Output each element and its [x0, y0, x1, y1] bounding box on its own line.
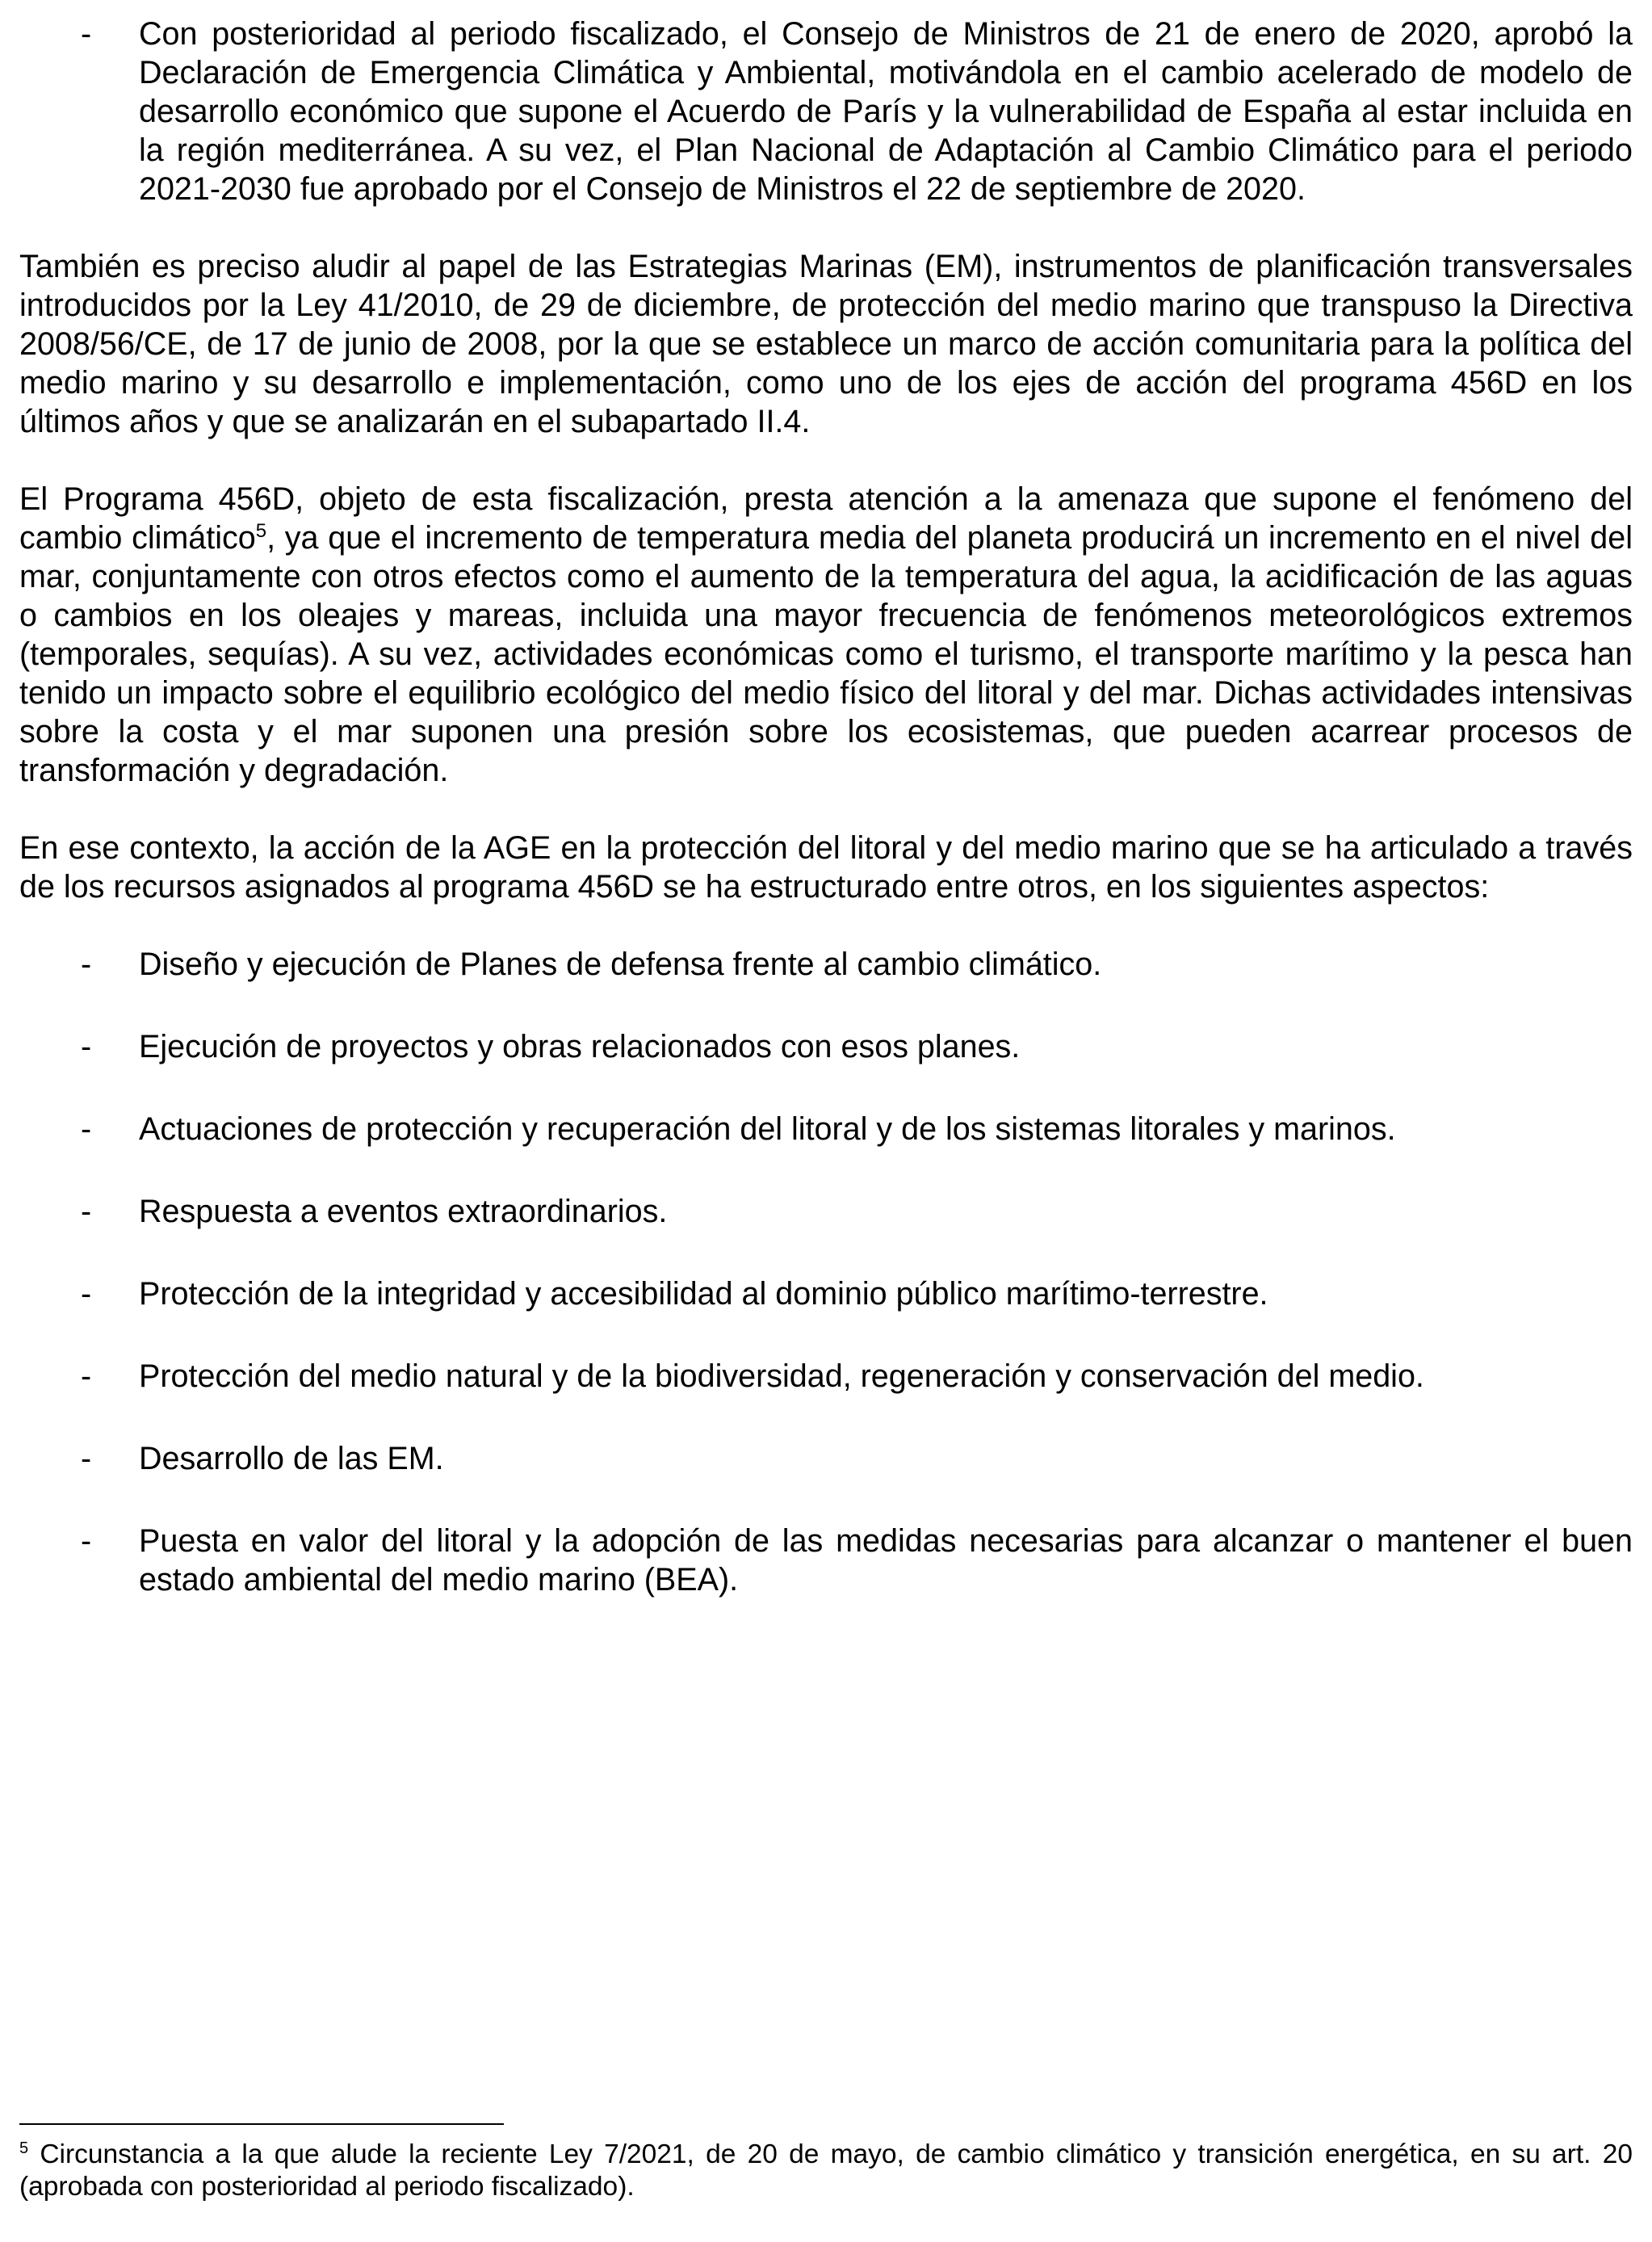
intro-bullet-text: Con posterioridad al periodo fiscalizado, el Consejo de Ministros de 21 de enero de 2020, aprobó la Declaración de Emergencia Climática y Ambiental, motivándola en el cambio acelerado de modelo de desarrollo económico que supone el Acuerdo de París y la vulnerabilidad de España al estar incluida en la región mediterránea. A su vez, el Plan Nacional de Adaptación al Cambio Climático para el periodo 2021-2030 fue aprobado por el Consejo de Ministros el 22 de septiembre de 2020.	[139, 16, 1633, 207]
list-item	[19, 1439, 1633, 1478]
list-item	[19, 1274, 1633, 1313]
page-body	[19, 15, 1633, 1599]
footnote	[19, 2139, 1633, 2203]
footnote-text: Circunstancia a la que alude la reciente Ley 7/2021, de 20 de mayo, de cambio climático y transición energética, en su art. 20 (aprobada con posterioridad al periodo fiscalizado).	[19, 2139, 1633, 2202]
list-item-text: Ejecución de proyectos y obras relacionados con esos planes.	[139, 1029, 1021, 1064]
footnote-reference[interactable]: 5	[255, 520, 267, 542]
paragraph-programa-456d	[19, 480, 1633, 790]
intro-bullet	[19, 15, 1633, 208]
list-item	[19, 1522, 1633, 1599]
bullet-dash: -	[81, 1194, 92, 1229]
bullet-dash: -	[81, 16, 92, 52]
paragraph-estrategias-marinas: También es preciso aludir al papel de las Estrategias Marinas (EM), instrumentos de planificación transversales introducidos por la Ley 41/2010, de 29 de diciembre, de protección del medio marino que transpuso la Directiva 2008/56/CE, de 17 de junio de 2008, por la que se establece un marco de acción comunitaria para la política del medio marino y su desarrollo e implementación, como uno de los ejes de acción del programa 456D en los últimos años y que se analizarán en el subapartado II.4.	[19, 249, 1633, 439]
aspects-list	[19, 945, 1633, 1599]
bullet-dash: -	[81, 1358, 92, 1394]
bullet-dash: -	[81, 947, 92, 982]
footnote-separator	[19, 2123, 504, 2125]
list-item-text: Desarrollo de las EM.	[139, 1441, 444, 1476]
list-item-text: Protección del medio natural y de la biodiversidad, regeneración y conservación del medio.	[139, 1358, 1424, 1394]
bullet-dash: -	[81, 1441, 92, 1476]
list-item-text: Actuaciones de protección y recuperación del litoral y de los sistemas litorales y marinos.	[139, 1111, 1396, 1147]
list-item	[19, 945, 1633, 984]
paragraph-programa-text-start: El Programa 456D, objeto de esta fiscalización, presta atención a la amenaza que supone el fenómeno del cambio climático	[19, 481, 1633, 556]
paragraph-contexto: En ese contexto, la acción de la AGE en la protección del litoral y del medio marino que se ha articulado a través de los recursos asignados al programa 456D se ha estructurado entre otros, en los siguientes aspectos:	[19, 830, 1633, 905]
list-item-text: Protección de la integridad y accesibilidad al dominio público marítimo-terrestre.	[139, 1276, 1268, 1312]
list-item-text: Respuesta a eventos extraordinarios.	[139, 1194, 668, 1229]
list-item-text: Diseño y ejecución de Planes de defensa frente al cambio climático.	[139, 947, 1102, 982]
bullet-dash: -	[81, 1029, 92, 1064]
list-item	[19, 1357, 1633, 1396]
list-item-text: Puesta en valor del litoral y la adopción de las medidas necesarias para alcanzar o mantener el buen estado ambiental del medio marino (BEA).	[139, 1523, 1633, 1598]
list-item	[19, 1192, 1633, 1231]
footnote-number: 5	[19, 2139, 29, 2157]
bullet-dash: -	[81, 1111, 92, 1147]
bullet-dash: -	[81, 1523, 92, 1559]
list-item	[19, 1027, 1633, 1066]
bullet-dash: -	[81, 1276, 92, 1312]
paragraph-programa-text-end: , ya que el incremento de temperatura media del planeta producirá un incremento en el nivel del mar, conjuntamente con otros efectos como el aumento de la temperatura del agua, la acidificación de las aguas o cambios en los oleajes y mareas, incluida una mayor frecuencia de fenómenos meteorológicos extremos (temporales, sequías). A su vez, actividades económicas como el turismo, el transporte marítimo y la pesca han tenido un impacto sobre el equilibrio ecológico del medio físico del litoral y del mar. Dichas actividades intensivas sobre la costa y el mar suponen una presión sobre los ecosistemas, que pueden acarrear procesos de transformación y degradación.	[19, 520, 1633, 788]
list-item	[19, 1110, 1633, 1148]
